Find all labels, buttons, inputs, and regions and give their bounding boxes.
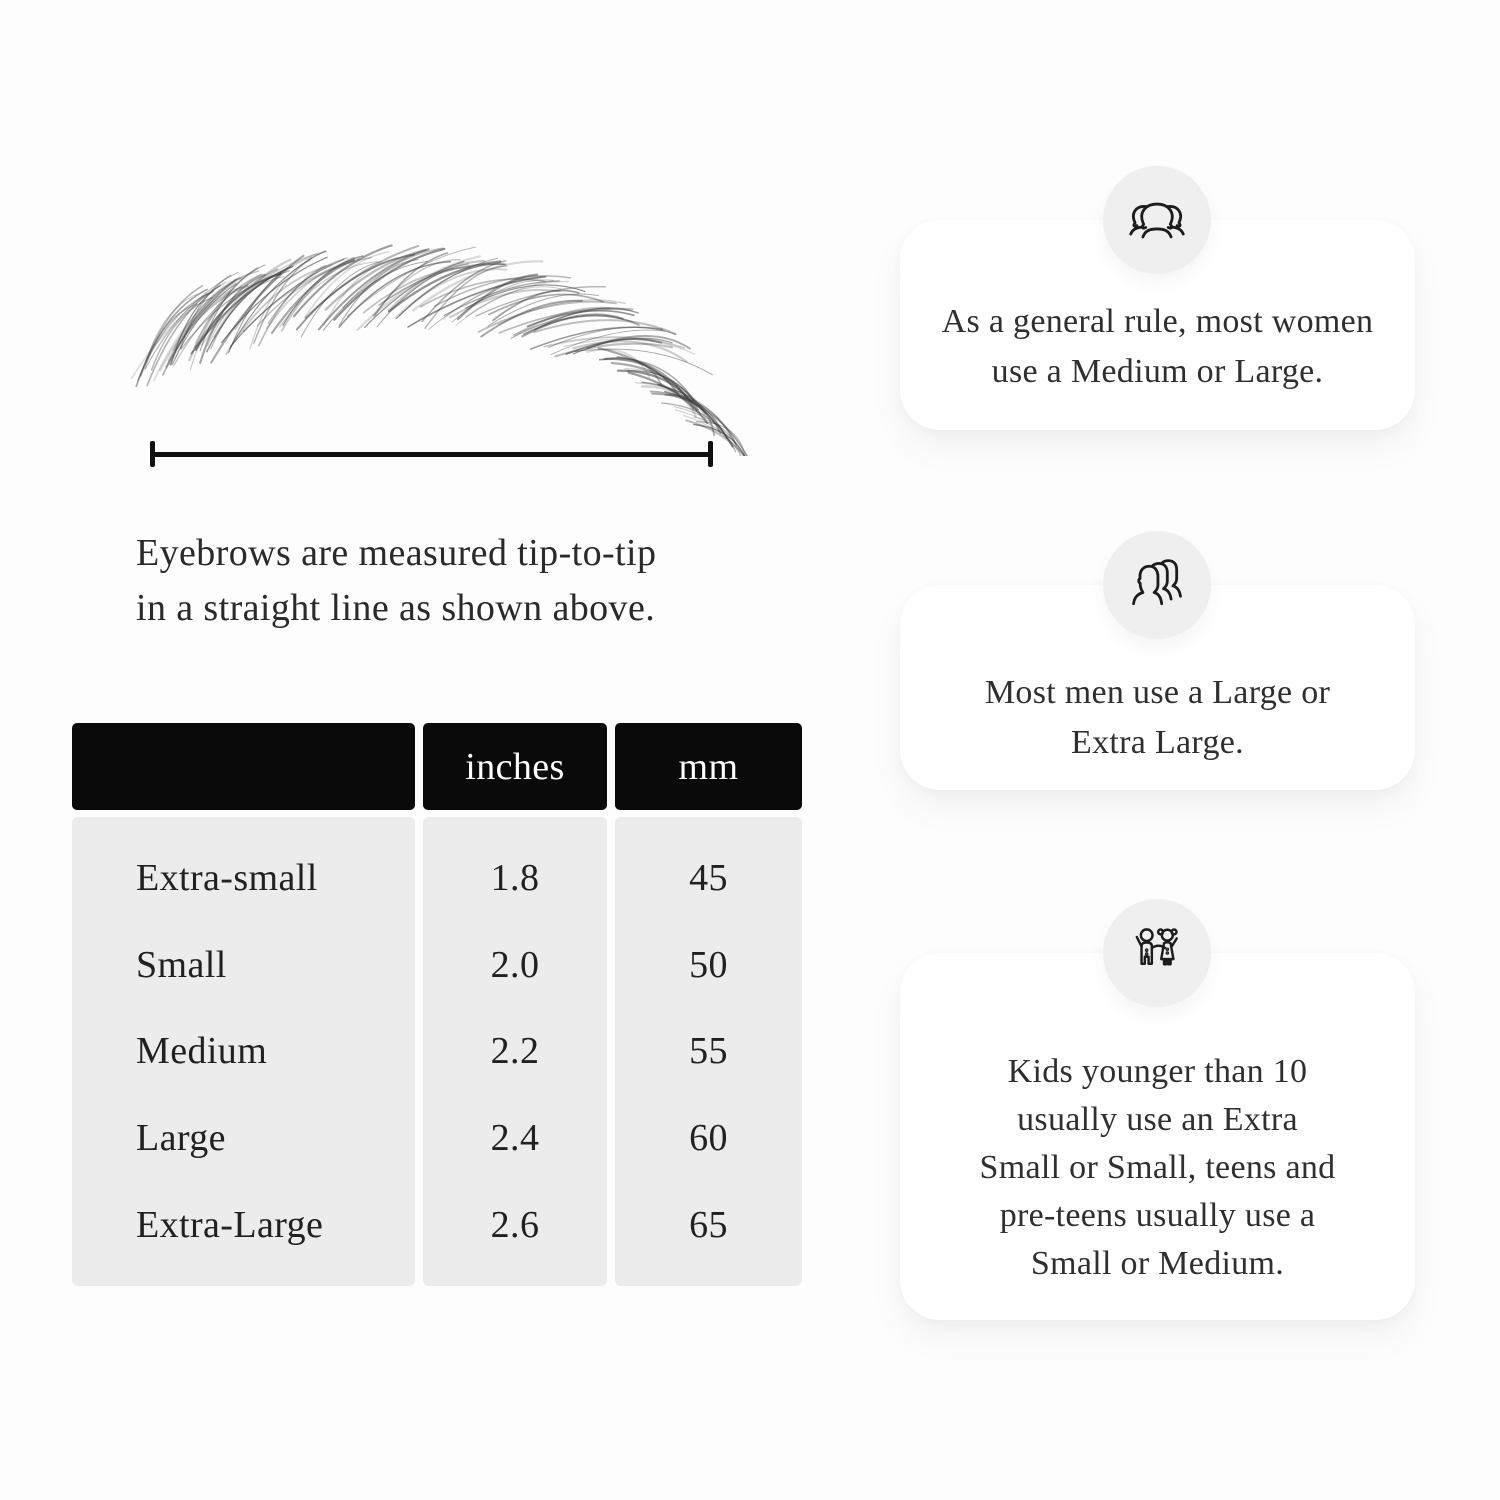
info-card-men (900, 585, 1415, 790)
table-column-sizes (72, 817, 415, 1286)
table-column-mm (615, 817, 802, 1286)
size-inches-cell: 1.8 (490, 857, 540, 900)
kids-card-line-5: Small or Medium. (1030, 1245, 1285, 1282)
kids-card-text (900, 1048, 1415, 1288)
size-mm-cell: 65 (689, 1203, 728, 1246)
size-label-cell: Extra-Large (136, 1203, 324, 1246)
size-inches-cell: 2.4 (490, 1117, 540, 1160)
info-card-kids (900, 953, 1415, 1320)
eyebrow-sketch-svg (118, 238, 758, 456)
size-mm-cell: 55 (689, 1030, 728, 1073)
kids-icon-circle (1103, 899, 1211, 1007)
size-mm-cell: 60 (689, 1117, 728, 1160)
size-inches-cell: 2.6 (490, 1203, 540, 1246)
measurement-caption (136, 526, 776, 636)
kids-card-line-4: pre-teens usually use a (999, 1197, 1316, 1234)
eyebrow-illustration (118, 238, 758, 456)
measurement-line-right-cap (708, 441, 713, 467)
size-inches-cell: 2.0 (490, 943, 540, 986)
size-mm-cell: 50 (689, 943, 728, 986)
kids-card-line-1: Kids younger than 10 (1007, 1053, 1308, 1090)
table-column-inches (423, 817, 607, 1286)
men-icon-circle (1103, 531, 1211, 639)
women-card-text (900, 297, 1415, 397)
men-card-text (900, 668, 1415, 768)
measurement-line (150, 441, 713, 467)
men-card-line-2: Extra Large. (1071, 724, 1244, 761)
caption-line-1: Eyebrows are measured tip-to-tip (136, 532, 657, 574)
kids-card-line-3: Small or Small, teens and (979, 1149, 1336, 1186)
size-mm-cell: 45 (689, 857, 728, 900)
women-group-icon (1127, 190, 1187, 250)
table-header-mm: mm (615, 723, 802, 810)
men-card-line-1: Most men use a Large or (984, 674, 1331, 711)
table-header-blank (72, 723, 415, 810)
measurement-line-bar (152, 452, 711, 457)
size-label-cell: Large (136, 1117, 226, 1160)
kids-icon (1127, 923, 1187, 983)
size-label-cell: Medium (136, 1030, 268, 1073)
men-group-icon (1127, 555, 1187, 615)
women-icon-circle (1103, 166, 1211, 274)
info-card-women (900, 220, 1415, 430)
caption-line-2: in a straight line as shown above. (136, 587, 656, 629)
size-table (72, 723, 802, 1286)
size-inches-cell: 2.2 (490, 1030, 540, 1073)
size-label-cell: Extra-small (136, 857, 318, 900)
table-header-inches: inches (423, 723, 607, 810)
size-label-cell: Small (136, 943, 227, 986)
kids-card-line-2: usually use an Extra (1017, 1101, 1298, 1138)
women-card-line-2: use a Medium or Large. (991, 353, 1324, 390)
women-card-line-1: As a general rule, most women (941, 303, 1374, 340)
